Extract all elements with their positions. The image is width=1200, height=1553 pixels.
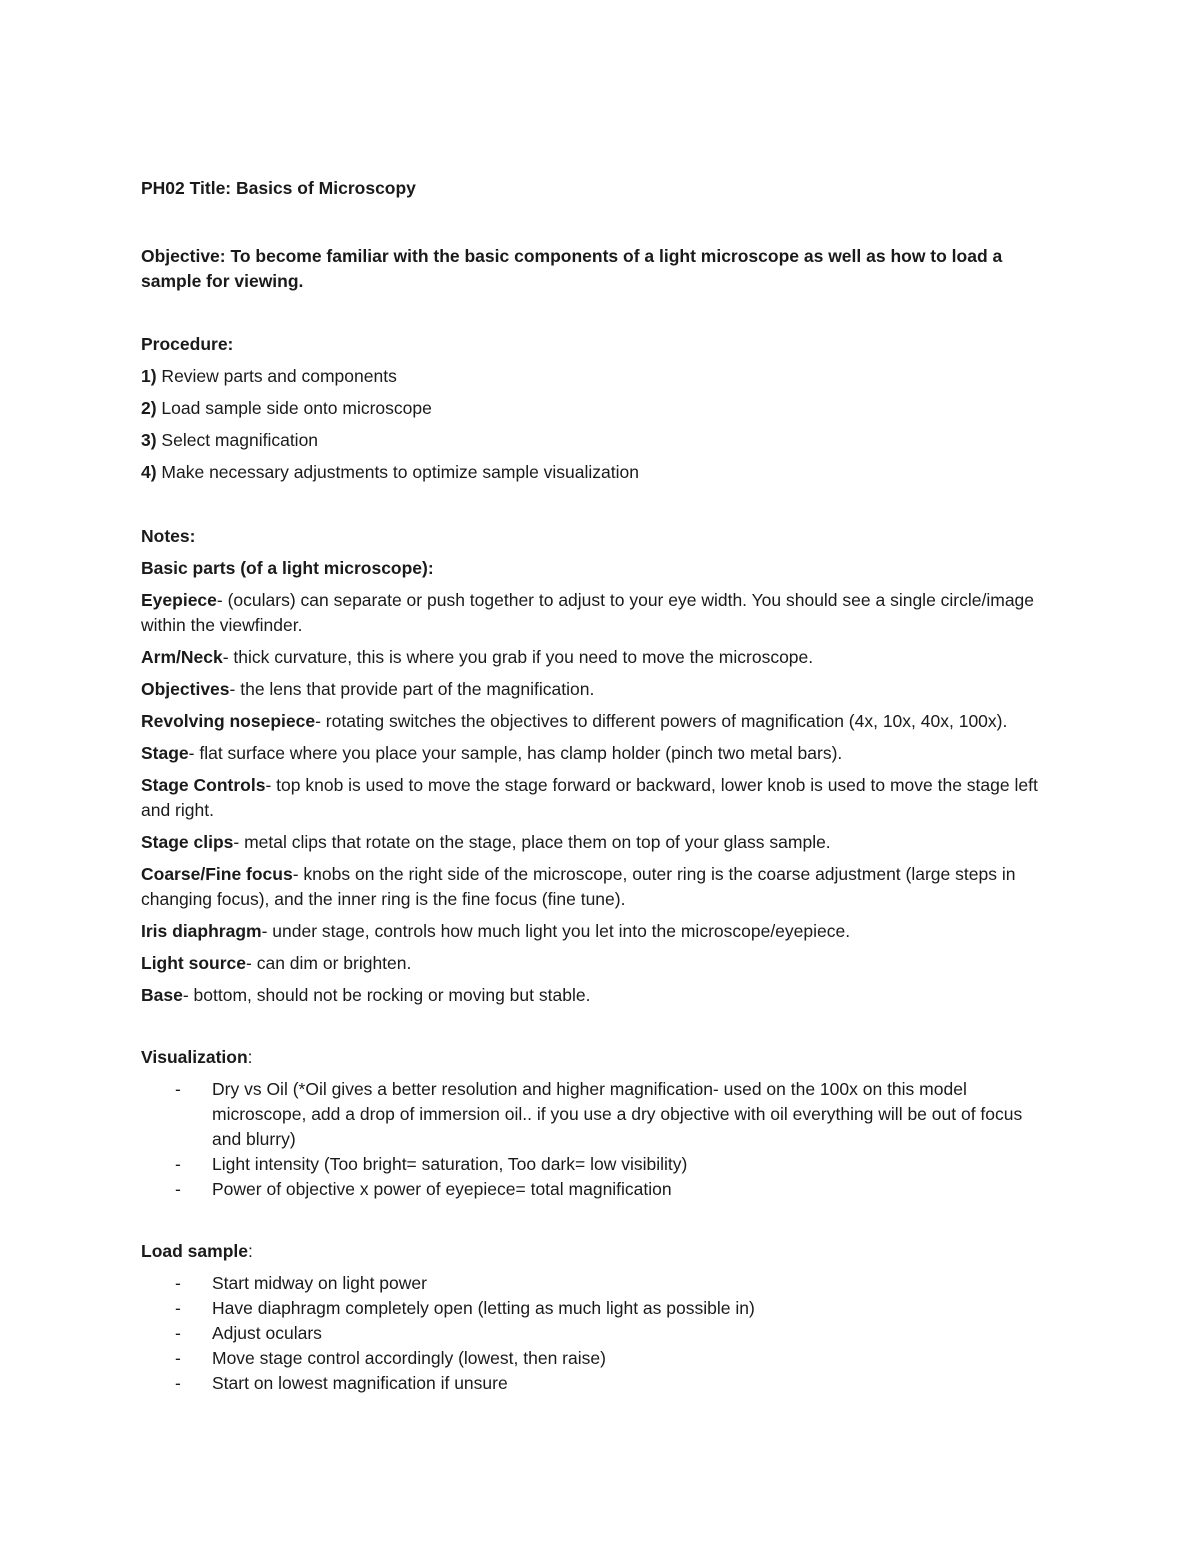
procedure-steps bbox=[141, 364, 1056, 485]
part-term: Coarse/Fine focus bbox=[141, 864, 293, 884]
part-description: - (oculars) can separate or push together to adjust to your eye width. You should see a single circle/image within the viewfinder. bbox=[141, 590, 1035, 635]
list-item bbox=[141, 1152, 1056, 1177]
dash-bullet: - bbox=[175, 1273, 181, 1293]
visualization-heading bbox=[141, 1045, 1056, 1070]
visualization-heading-text: Visualization bbox=[141, 1047, 248, 1067]
part-term: Base bbox=[141, 985, 183, 1005]
procedure-step bbox=[141, 460, 1056, 485]
list-item-text: Power of objective x power of eyepiece= total magnification bbox=[212, 1179, 672, 1199]
part-description: - the lens that provide part of the magnification. bbox=[229, 679, 595, 699]
step-number: 4) bbox=[141, 462, 157, 482]
step-text: Load sample side onto microscope bbox=[156, 398, 432, 418]
part-description: - flat surface where you place your sample, has clamp holder (pinch two metal bars). bbox=[188, 743, 843, 763]
dash-bullet: - bbox=[175, 1298, 181, 1318]
part-entry bbox=[141, 983, 1056, 1008]
part-entry bbox=[141, 773, 1056, 823]
objective-text: Objective: To become familiar with the basic components of a light microscope as well as how to load a sample for viewing. bbox=[141, 246, 1003, 291]
part-description: - knobs on the right side of the microscope, outer ring is the coarse adjustment (large steps in changing focus), and the inner ring is the fine focus (fine tune). bbox=[141, 864, 1016, 909]
list-item-text: Start on lowest magnification if unsure bbox=[212, 1373, 508, 1393]
part-entry bbox=[141, 645, 1056, 670]
list-item-text: Have diaphragm completely open (letting as much light as possible in) bbox=[212, 1298, 755, 1318]
list-item bbox=[141, 1321, 1056, 1346]
step-number: 3) bbox=[141, 430, 157, 450]
part-entry bbox=[141, 741, 1056, 766]
step-number: 2) bbox=[141, 398, 157, 418]
dash-bullet: - bbox=[175, 1323, 181, 1343]
dash-bullet: - bbox=[175, 1348, 181, 1368]
dash-bullet: - bbox=[175, 1373, 181, 1393]
list-item bbox=[141, 1296, 1056, 1321]
part-entry bbox=[141, 830, 1056, 855]
list-item-text: Start midway on light power bbox=[212, 1273, 427, 1293]
part-term: Revolving nosepiece bbox=[141, 711, 316, 731]
part-term: Stage bbox=[141, 743, 189, 763]
part-description: - bottom, should not be rocking or moving but stable. bbox=[182, 985, 591, 1005]
part-entry bbox=[141, 919, 1056, 944]
part-term: Arm/Neck bbox=[141, 647, 223, 667]
part-description: - metal clips that rotate on the stage, place them on top of your glass sample. bbox=[233, 832, 831, 852]
document-title: PH02 Title: Basics of Microscopy bbox=[141, 178, 416, 198]
step-text: Make necessary adjustments to optimize sample visualization bbox=[156, 462, 640, 482]
dash-bullet: - bbox=[175, 1154, 181, 1174]
step-text: Review parts and components bbox=[156, 366, 397, 386]
part-term: Objectives bbox=[141, 679, 230, 699]
part-description: - thick curvature, this is where you grab if you need to move the microscope. bbox=[222, 647, 814, 667]
part-entry bbox=[141, 951, 1056, 976]
step-number: 1) bbox=[141, 366, 157, 386]
load-sample-list bbox=[141, 1271, 1056, 1396]
part-term: Stage clips bbox=[141, 832, 234, 852]
part-term: Light source bbox=[141, 953, 247, 973]
list-item-text: Light intensity (Too bright= saturation, Too dark= low visibility) bbox=[212, 1154, 688, 1174]
part-entry bbox=[141, 677, 1056, 702]
part-entry bbox=[141, 588, 1056, 638]
load-sample-heading bbox=[141, 1239, 1056, 1264]
notes-heading: Notes: bbox=[141, 526, 196, 546]
list-item-text: Dry vs Oil (*Oil gives a better resolution and higher magnification- used on the 100x on this model microscope, add a drop of immersion oil.. if you use a dry objective with oil everything will be out of focus and blurry) bbox=[212, 1079, 1023, 1149]
list-item-text: Move stage control accordingly (lowest, then raise) bbox=[212, 1348, 606, 1368]
load-sample-heading-text: Load sample bbox=[141, 1241, 248, 1261]
part-entry bbox=[141, 709, 1056, 734]
visualization-list bbox=[141, 1077, 1056, 1202]
part-term: Stage Controls bbox=[141, 775, 266, 795]
part-term: Eyepiece bbox=[141, 590, 217, 610]
dash-bullet: - bbox=[175, 1179, 181, 1199]
procedure-heading: Procedure: bbox=[141, 334, 234, 354]
list-item bbox=[141, 1271, 1056, 1296]
part-description: - rotating switches the objectives to different powers of magnification (4x, 10x, 40x, 100x). bbox=[315, 711, 1008, 731]
part-description: - top knob is used to move the stage forward or backward, lower knob is used to move the stage left and right. bbox=[141, 775, 1038, 820]
heading-colon: : bbox=[247, 1241, 253, 1261]
part-term: Iris diaphragm bbox=[141, 921, 262, 941]
part-description: - under stage, controls how much light you let into the microscope/eyepiece. bbox=[261, 921, 851, 941]
dash-bullet: - bbox=[175, 1079, 181, 1099]
list-item bbox=[141, 1346, 1056, 1371]
basic-parts-heading: Basic parts (of a light microscope): bbox=[141, 558, 434, 578]
document-page bbox=[141, 176, 1056, 1433]
list-item bbox=[141, 1077, 1056, 1152]
step-text: Select magnification bbox=[156, 430, 319, 450]
procedure-step bbox=[141, 396, 1056, 421]
heading-colon: : bbox=[247, 1047, 253, 1067]
part-entry bbox=[141, 862, 1056, 912]
procedure-step bbox=[141, 428, 1056, 453]
part-description: - can dim or brighten. bbox=[246, 953, 412, 973]
list-item-text: Adjust oculars bbox=[212, 1323, 322, 1343]
list-item bbox=[141, 1371, 1056, 1396]
list-item bbox=[141, 1177, 1056, 1202]
parts-list bbox=[141, 588, 1056, 1008]
procedure-step bbox=[141, 364, 1056, 389]
